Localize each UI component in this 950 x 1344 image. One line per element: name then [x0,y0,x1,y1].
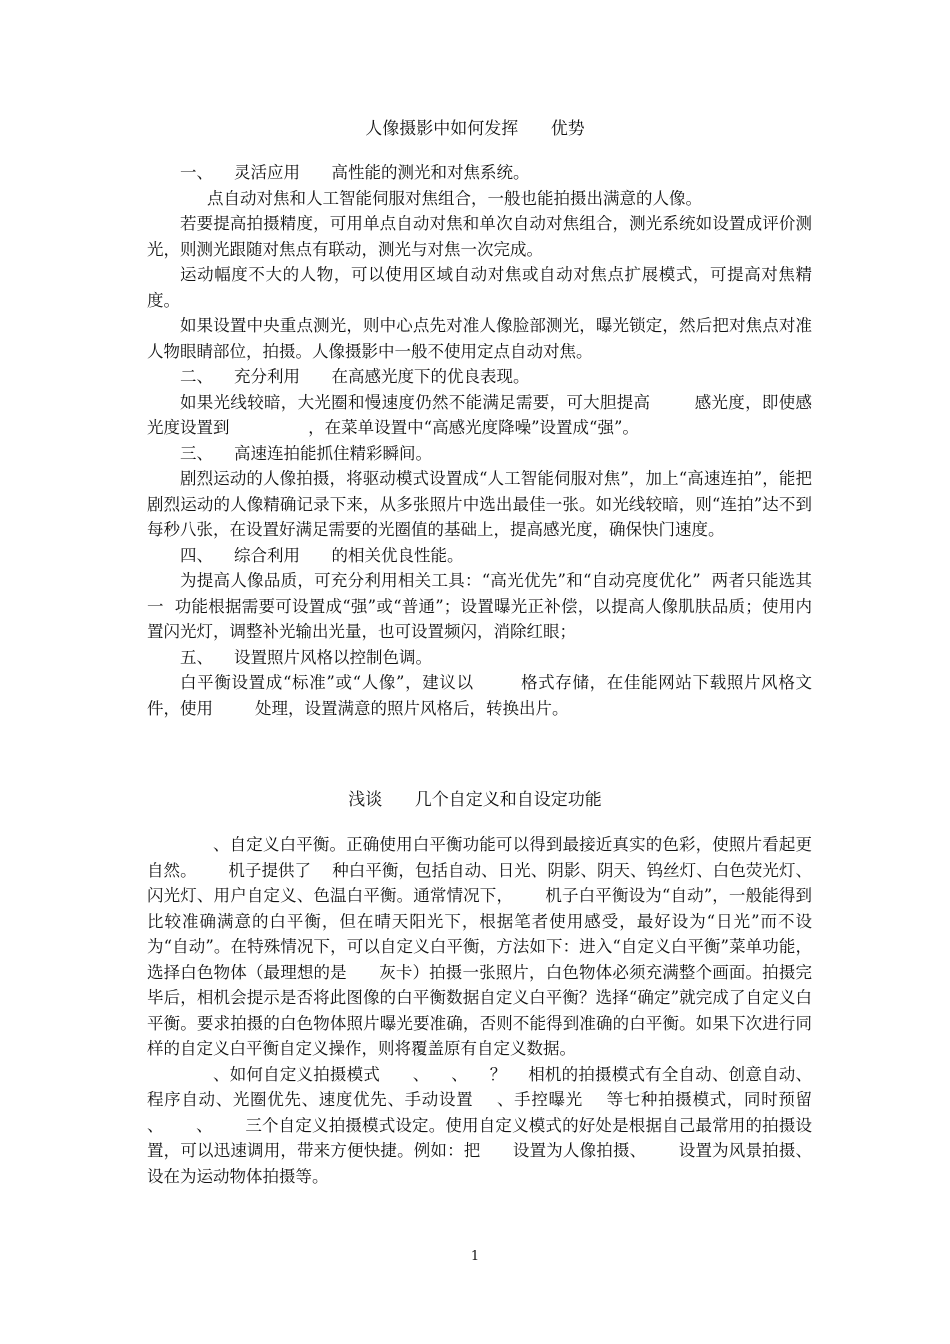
section1-body [147,160,812,721]
paragraph: 白平衡设置成“标准”或“人像”，建议以 格式存储，在佳能网站下载照片风格文件，使用 处理，设置满意的照片风格后，转换出片。 [147,673,812,718]
heading-5: 五、 设置照片风格以控制色调。 [180,647,432,667]
paragraph: 运动幅度不大的人物，可以使用区域自动对焦或自动对焦点扩展模式，可提高对焦精度。 [147,265,812,310]
paragraph: 、自定义白平衡。正确使用白平衡功能可以得到最接近真实的色彩，使照片看起更自然。 机子提供了 种白平衡，包括自动、日光、阴影、阴天、钨丝灯、白色荧光灯、闪光灯、用户自定义、色温白平衡。通常情况下， 机子白平衡设为“自动”，一般能得到比较准确满意的白平衡，但在晴天阳光下，根据笔者使用感受，最好设为“日光”而不设为“自动”。在特殊情况下，可以自定义白平衡，方法如下：进入“自定义白平衡”菜单功能，选择白色物体（最理想的是 灰卡）拍摄一张照片，白色物体必须充满整个画面。拍摄完毕后，相机会提示是否将此图像的白平衡数据自定义白平衡？选择“确定”就完成了自定义白平衡。要求拍摄的白色物体照片曝光要准确，否则不能得到准确的白平衡。如果下次进行同样的自定义白平衡自定义操作，则将覆盖原有自定义数据。 [147,835,812,1058]
section2-title: 浅谈 几个自定义和自设定功能 [348,790,602,810]
paragraph: 为提高人像品质，可充分利用相关工具：“高光优先”和“自动亮度优化” 两者只能选其一 功能根据需要可设置成“强”或“普通”；设置曝光正补偿，以提高人像肌肤品质；使用内置闪光灯，调整补光输出光量，也可设置频闪，消除红眼； [147,571,812,641]
heading-4: 四、 综合利用 的相关优良性能。 [180,545,464,565]
paragraph: 点自动对焦和人工智能伺服对焦组合，一般也能拍摄出满意的人像。 [196,188,702,208]
paragraph: 如果光线较暗，大光圈和慢速度仍然不能满足需要，可大胆提高 感光度，即使感光度设置到 ，在菜单设置中“高感光度降噪”设置成“强”。 [147,392,812,437]
section2-body [147,832,844,1189]
heading-1: 一、 灵活应用 高性能的测光和对焦系统。 [180,163,530,182]
page-number: 1 [470,1249,480,1264]
paragraph: 如果设置中央重点测光，则中心点先对准人像脸部测光，曝光锁定，然后把对焦点对准人物眼睛部位，拍摄。人像摄影中一般不使用定点自动对焦。 [147,316,812,361]
heading-3: 三、 高速连拍能抓住精彩瞬间。 [180,443,432,463]
paragraph: 、如何自定义拍摄模式 、 、 ？ 相机的拍摄模式有全自动、创意自动、程序自动、光圈优先、速度优先、手动设置 、手控曝光 等七种拍摄模式，同时预留 、 、 三个自定义拍摄模式设定。使用自定义模式的好处是根据自己最常用的拍摄设置，可以迅速调用，带来方便快捷。例如：把 设置为人像拍摄、 设置为风景拍摄、 设在为运动物体拍摄等。 [147,1064,844,1186]
heading-2: 二、 充分利用 在高感光度下的优良表现。 [180,367,530,386]
paragraph: 剧烈运动的人像拍摄，将驱动模式设置成“人工智能伺服对焦”，加上“高速连拍”，能把剧烈运动的人像精确记录下来，从多张照片中选出最佳一张。如光线较暗，则“连拍”达不到每秒八张，在设置好满足需要的光圈值的基础上，提高感光度，确保快门速度。 [147,469,812,539]
paragraph: 若要提高拍摄精度，可用单点自动对焦和单次自动对焦组合，测光系统如设置成评价测光，则测光跟随对焦点有联动，测光与对焦一次完成。 [147,214,812,259]
section1-title: 人像摄影中如何发挥 优势 [365,119,585,139]
